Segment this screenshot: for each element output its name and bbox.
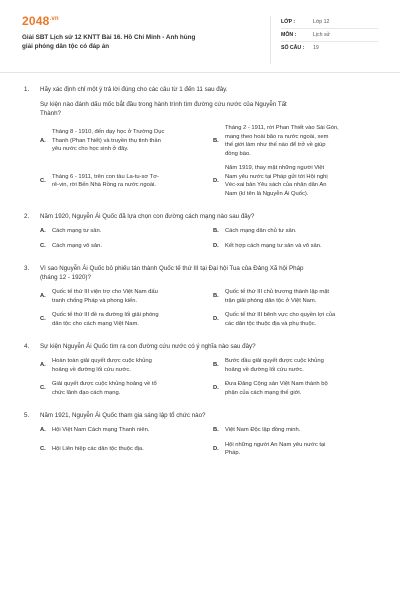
option-letter: C.: [40, 177, 46, 184]
answer-options: [40, 357, 376, 397]
option-text-line: trận giải phóng dân tộc ở Việt Nam.: [225, 297, 317, 304]
option-text-line: thế giới làm như thế nào để trở về giúp: [225, 142, 326, 148]
option-letter: A.: [40, 427, 46, 433]
question-subtext: [40, 100, 376, 118]
document-header: [0, 0, 400, 73]
title-line: giải phóng dân tộc có đáp án: [22, 43, 110, 50]
option-letter: B.: [213, 228, 219, 234]
option-text-line: Đưa Đảng Cộng sản Việt Nam thành bộ: [225, 381, 328, 387]
option-text-line: Năm 1919, thay mặt những người Việt: [225, 165, 325, 171]
option-text-line: Hội Liên hiệp các dân tộc thuộc địa.: [52, 445, 144, 452]
option-text-line: Véc-xai bản Yêu sách của nhân dân An: [225, 182, 327, 188]
answer-option[interactable]: [213, 124, 376, 158]
question-text-line: (tháng 12 - 1920)?: [40, 274, 91, 281]
question-number: 2.: [24, 213, 30, 220]
question-stem: [24, 264, 376, 282]
option-letter: B.: [213, 137, 219, 144]
answer-option[interactable]: [40, 357, 203, 374]
question-stem: [24, 212, 376, 221]
answer-option[interactable]: [213, 311, 376, 328]
option-text: [225, 311, 376, 328]
question-number: 3.: [24, 265, 30, 272]
option-letter: C.: [40, 316, 46, 323]
meta-key: LỚP :: [281, 19, 296, 25]
option-text: [52, 445, 203, 454]
answer-option[interactable]: [213, 380, 376, 397]
question-text-line: Vì sao Nguyễn Ái Quốc bỏ phiếu tán thành Quốc tế thứ III tại Đại hội Tua của Đảng Xã hội Pháp: [40, 265, 304, 272]
option-text-line: Quốc tế thứ III bênh vực cho quyền lợi của: [225, 312, 336, 318]
option-text-line: dân tộc cho cách mạng Việt Nam.: [52, 320, 139, 327]
option-text: [225, 288, 376, 305]
site-logo[interactable]: [22, 14, 252, 28]
question-text: [40, 212, 376, 221]
option-letter: C.: [40, 242, 46, 249]
answer-option[interactable]: [213, 426, 376, 435]
option-text: [225, 441, 376, 458]
option-text-line: Pháp.: [225, 450, 241, 456]
answer-option[interactable]: [213, 242, 376, 251]
question-text: [40, 264, 376, 282]
question-text-line: Hãy xác định chỉ một ý trả lời đúng cho các câu từ 1 đến 11 sau đây.: [40, 86, 228, 93]
option-text-line: Nam yêu nước tại Pháp gửi tới Hội nghị: [225, 173, 328, 180]
option-text: [52, 426, 203, 435]
meta-table: [270, 16, 378, 64]
answer-option[interactable]: [40, 164, 203, 198]
answer-option[interactable]: [40, 242, 203, 251]
option-letter: C.: [40, 385, 46, 392]
question-number: 1.: [24, 86, 30, 93]
question-text-line: Năm 1920, Nguyễn Ái Quốc đã lựa chọn con đường cách mạng nào sau đây?: [40, 213, 255, 220]
option-text-line: Bước đầu giải quyết được cuộc khủng: [225, 358, 324, 364]
meta-key: SỐ CÂU :: [281, 45, 305, 51]
question-text: [40, 411, 376, 420]
option-text: [52, 311, 203, 328]
option-text-line: tranh chống Pháp và phong kiến.: [52, 297, 138, 304]
option-text-line: Thanh (Phan Thiết) và truyền thụ tinh thần: [52, 137, 161, 144]
logo-text: 2048: [22, 14, 50, 28]
answer-options: [40, 124, 376, 198]
option-text: [225, 426, 376, 435]
option-letter: D.: [213, 445, 219, 452]
question-1: [24, 85, 376, 198]
option-letter: B.: [213, 293, 219, 300]
option-text: [52, 380, 203, 397]
option-text-line: Tháng 8 - 1910, đến dạy học ở Trường Dục: [52, 129, 165, 136]
question-stem: [24, 342, 376, 351]
option-text-line: mang theo hoài bão ra nước ngoài, xem: [225, 133, 329, 140]
option-text-line: Việt Nam Độc lập đồng minh.: [225, 427, 301, 433]
option-text-line: Cách mạng tư sản.: [52, 228, 102, 234]
question-text-line: Năm 1921, Nguyễn Ái Quốc tham gia sáng lập tổ chức nào?: [40, 412, 206, 419]
option-text: [225, 242, 376, 251]
option-text-line: Hội những người An Nam yêu nước tại: [225, 441, 326, 448]
question-3: [24, 264, 376, 328]
meta-row-subject: [281, 29, 378, 42]
option-letter: D.: [213, 242, 219, 249]
option-text-line: hoảng về đường lối cứu nước.: [225, 366, 304, 373]
option-text-line: phận của cách mạng thế giới.: [225, 389, 302, 396]
answer-options: [40, 288, 376, 328]
option-letter: D.: [213, 316, 219, 323]
question-4: [24, 342, 376, 397]
option-text-line: Quốc tế thứ III chủ trương thành lập mặt: [225, 289, 330, 295]
option-text: [52, 227, 203, 236]
answer-option[interactable]: [40, 227, 203, 236]
answer-option[interactable]: [213, 164, 376, 198]
option-text-line: hoảng về đường lối cứu nước.: [52, 366, 131, 373]
option-text-line: Quốc tế thứ III đề ra đường lối giải phóng: [52, 312, 159, 318]
question-2: [24, 212, 376, 250]
option-letter: A.: [40, 293, 46, 300]
answer-option[interactable]: [213, 441, 376, 458]
option-letter: A.: [40, 228, 46, 234]
question-stem: [24, 411, 376, 420]
option-text-line: đồng bào.: [225, 150, 251, 157]
meta-row-count: [281, 42, 378, 54]
option-text: [52, 242, 203, 251]
option-text-line: Tháng 2 - 1911, rời Phan Thiết vào Sài Gòn,: [225, 125, 339, 131]
question-number: 5.: [24, 412, 30, 419]
option-letter: A.: [40, 137, 46, 144]
meta-value: Lớp 12: [313, 19, 330, 25]
option-text: [225, 380, 376, 397]
option-letter: C.: [40, 445, 46, 452]
option-text: [225, 227, 376, 236]
option-text: [225, 164, 376, 198]
answer-options: [40, 227, 376, 250]
option-text-line: Hội Việt Nam Cách mạng Thanh niên.: [52, 427, 150, 433]
title-line: Giải SBT Lịch sử 12 KNTT Bài 16. Hồ Chí Minh - Anh hùng: [22, 34, 196, 41]
question-text: [40, 342, 376, 351]
answer-option[interactable]: [40, 441, 203, 458]
answer-option[interactable]: [40, 124, 203, 158]
answer-option[interactable]: [213, 227, 376, 236]
option-text: [52, 357, 203, 374]
question-5: [24, 411, 376, 458]
header-left: [22, 14, 252, 64]
answer-option[interactable]: [213, 357, 376, 374]
document-title: [22, 33, 242, 51]
option-text-line: Cách mạng vô sản.: [52, 242, 102, 249]
question-number: 4.: [24, 343, 30, 350]
option-text-line: Hoàn toàn giải quyết được cuộc khủng: [52, 358, 152, 364]
answer-option[interactable]: [40, 380, 203, 397]
option-text-line: Giải quyết được cuộc khủng hoảng về tổ: [52, 381, 157, 387]
option-letter: D.: [213, 177, 219, 184]
meta-value: 19: [313, 45, 319, 51]
meta-key: MÔN :: [281, 32, 297, 38]
question-subtext-line: Sự kiện nào đánh dấu mốc bắt đầu trong hành trình tìm đường cứu nước của Nguyễn Tất: [40, 101, 287, 108]
option-letter: B.: [213, 427, 219, 433]
option-text: [52, 173, 203, 190]
answer-option[interactable]: [40, 426, 203, 435]
logo-suffix: .vn: [49, 16, 59, 22]
meta-value: Lịch sử: [313, 32, 331, 38]
option-text-line: yêu nước cho học sinh ở đây.: [52, 146, 129, 153]
option-text-line: Cách mạng dân chủ tư sản.: [225, 228, 297, 234]
question-text: [40, 85, 376, 94]
question-text-line: Sự kiện Nguyễn Ái Quốc tìm ra con đường cứu nước có ý nghĩa nào sau đây?: [40, 343, 256, 350]
answer-option[interactable]: [40, 288, 203, 305]
option-text-line: Quốc tế thứ III viện trợ cho Việt Nam đấu: [52, 289, 158, 295]
option-text: [225, 124, 376, 158]
option-text-line: Tháng 6 - 1911, trên con tàu La-tu-sơ Tơ-: [52, 173, 159, 180]
option-text-line: chức lãnh đạo cách mạng.: [52, 389, 121, 396]
option-text-line: các dân tộc thuộc địa và phụ thuộc.: [225, 320, 317, 327]
question-stem: [24, 85, 376, 94]
option-text-line: Nam (kí tên là Nguyễn Ái Quốc).: [225, 190, 309, 197]
answer-options: [40, 426, 376, 458]
option-letter: A.: [40, 362, 46, 369]
answer-option[interactable]: [40, 311, 203, 328]
option-text: [52, 288, 203, 305]
option-letter: B.: [213, 362, 219, 369]
meta-row-class: [281, 16, 378, 29]
option-text: [225, 357, 376, 374]
option-text-line: rê-vin, rời Bến Nhà Rồng ra nước ngoài.: [52, 182, 156, 188]
option-text: [52, 128, 203, 154]
option-text-line: Kết hợp cách mạng tư sản và vô sản.: [225, 242, 322, 249]
question-list: [0, 73, 400, 458]
question-subtext-line: Thành?: [40, 110, 61, 117]
option-letter: D.: [213, 385, 219, 392]
answer-option[interactable]: [213, 288, 376, 305]
